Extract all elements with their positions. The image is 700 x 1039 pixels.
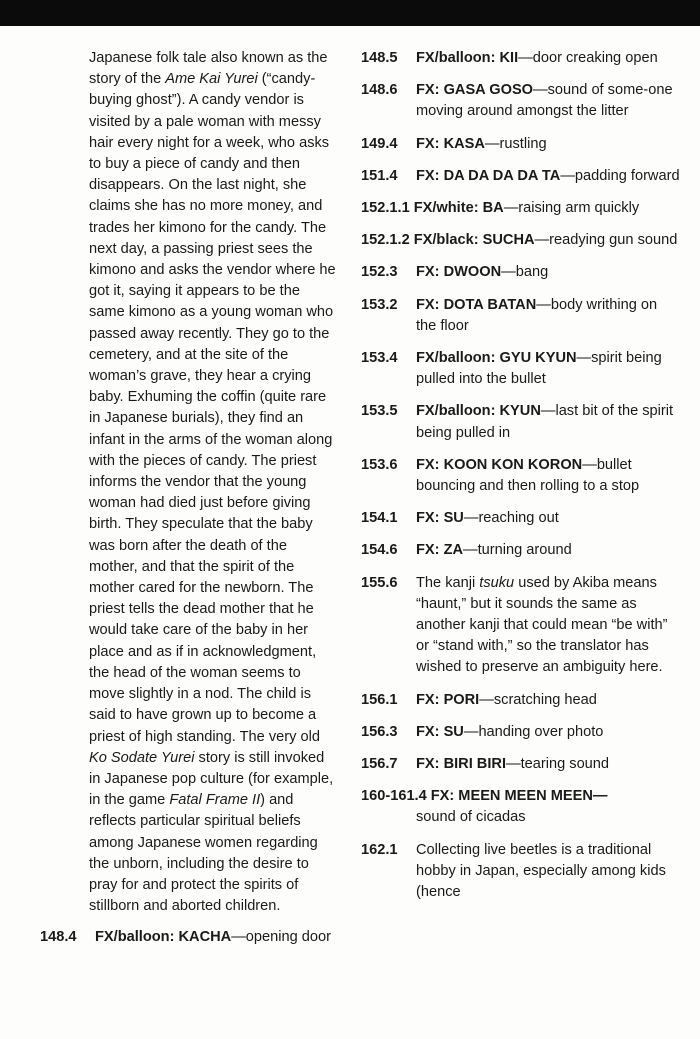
entry-ref: 148.4	[40, 929, 77, 946]
fx-entry	[361, 401, 681, 443]
entry-ref: 156.7	[361, 756, 398, 773]
entry-fx: FX: PORI	[416, 691, 480, 708]
entry-fx: FX/black: SUCHA	[413, 232, 535, 249]
entry-fx: FX: DOTA BATAN	[416, 296, 537, 313]
left-column	[40, 48, 340, 949]
fx-entry-148-4	[40, 927, 340, 948]
entry-ref: 156.3	[361, 723, 398, 740]
entry-body	[416, 295, 681, 337]
entry-ref: 153.4	[361, 350, 398, 367]
fx-entry	[361, 722, 681, 743]
fx-entry	[361, 508, 681, 529]
entry-ref: 154.6	[361, 542, 398, 559]
entry-text: —bullet bouncing and then rolling to a stop	[416, 456, 640, 495]
entry-text: used by Akiba means “haunt,” but it sounds the same as another kanji that could mean “be with” or “stand with,” so the translator has wished to preserve an ambiguity here.	[416, 574, 668, 676]
fx-entry	[361, 455, 681, 497]
top-dark-band	[0, 0, 700, 26]
italic-title: Ame Kai Yurei	[165, 71, 258, 88]
entry-body	[416, 401, 681, 443]
entry-body	[416, 348, 681, 390]
entry-text: —turning around	[463, 542, 572, 559]
entry-fx: FX: DA DA DA DA TA	[416, 167, 561, 184]
entry-text: The kanji	[416, 574, 480, 591]
entry-fx: FX: GASA GOSO	[416, 82, 534, 99]
entry-fx: FX: DWOON	[416, 264, 502, 281]
entry-ref: 162.1	[361, 841, 398, 858]
entry-text: —reaching out	[463, 510, 559, 527]
fx-entry	[361, 540, 681, 561]
entry-body	[416, 262, 681, 283]
entry-text: —handing over photo	[463, 723, 604, 740]
folk-tale-paragraph	[89, 48, 337, 917]
entry-ref: 152.3	[361, 264, 398, 281]
entry-body	[416, 690, 681, 711]
entry-body	[414, 230, 681, 251]
entry-body	[414, 198, 681, 219]
entry-ref: 152.1.1	[361, 200, 410, 217]
entry-body	[416, 48, 681, 69]
entry-body	[416, 754, 681, 775]
paragraph-text: story is still invoked in Japanese pop culture (for example, in the game	[89, 749, 334, 809]
entry-text: —padding forward	[560, 167, 680, 184]
entry-fx: FX: KOON KON KORON	[416, 456, 583, 473]
paragraph-text: (“candy-buying ghost”). A candy vendor is visited by a pale woman with messy hair every night for a week, who asks to buy a piece of candy and then disappears. On the last night, she claims she has no more money, and trades her kimono for the candy. The next day, a passing priest sees the kimono and asks the vendor where he got it, saying it appears to be the same kimono as a young woman who passed away recently. They go to the cemetery, and at the site of the woman’s grave, they hear a crying baby. Exhuming the coffin (quite rare in Japanese burials), they find an infant in the arms of the woman along with the pieces of candy. The priest informs the vendor that the young woman had died just before giving birth. They speculate that the baby was born after the death of the mother, and that the spirit of the mother cared for the newborn. The priest tells the dead mother that he would take care of the baby in her place and as if in acknowledgment, the head of the woman seems to move slightly in a nod. The child is said to have grown up to become a priest of high standing. The very old	[89, 71, 336, 745]
fx-entry	[361, 48, 681, 69]
entry-body	[416, 166, 681, 187]
entry-text: —sound of some-one moving around amongst the litter	[416, 82, 673, 120]
italic-title: Fatal Frame II	[169, 792, 261, 809]
fx-entry	[361, 840, 681, 904]
entry-fx: FX/balloon: GYU KYUN	[416, 350, 577, 367]
entry-ref: 160-161.4	[361, 788, 427, 805]
entry-ref: 153.5	[361, 403, 398, 420]
entry-ref: 149.4	[361, 135, 398, 152]
fx-entry	[361, 754, 681, 775]
entry-body	[416, 722, 681, 743]
entry-text: —scratching head	[479, 691, 597, 708]
entry-text: —last bit of the spirit being pulled in	[416, 403, 674, 441]
entry-body	[416, 134, 681, 155]
entry-fx: FX: ZA	[416, 542, 464, 559]
entry-ref: 151.4	[361, 167, 398, 184]
entry-ref: 155.6	[361, 574, 398, 591]
entry-ref: 148.6	[361, 82, 398, 99]
fx-entry	[361, 786, 681, 828]
italic-title: Ko Sodate Yurei	[89, 749, 195, 766]
entry-fx: FX: BIRI BIRI	[416, 756, 506, 773]
fx-entry	[361, 690, 681, 711]
entry-text: —tearing sound	[506, 756, 610, 773]
entry-ref: 153.2	[361, 296, 398, 313]
entry-text: —bang	[501, 264, 549, 281]
entry-body	[95, 927, 340, 948]
fx-entry	[361, 573, 681, 679]
paragraph-text: Japanese folk tale also known as the story of the	[89, 50, 328, 88]
fx-entry	[361, 230, 681, 251]
entry-text: —rustling	[484, 135, 547, 152]
entry-text: —opening door	[231, 929, 332, 946]
entry-body	[416, 80, 681, 122]
entry-text: —readying gun sound	[534, 232, 678, 249]
entry-text: —raising arm quickly	[503, 200, 640, 217]
entry-fx: FX: MEEN MEEN MEEN—	[430, 788, 608, 805]
entry-fx: FX/balloon: KYUN	[416, 403, 541, 420]
fx-entry	[361, 262, 681, 283]
fx-entry	[361, 295, 681, 337]
entry-text: —body writhing on the floor	[416, 296, 658, 334]
entry-ref: 148.5	[361, 50, 398, 66]
italic-term: tsuku	[479, 574, 515, 591]
entry-body	[416, 455, 681, 497]
entry-body	[416, 540, 681, 561]
fx-entry	[361, 134, 681, 155]
entry-ref: 156.1	[361, 691, 398, 708]
fx-entry	[361, 198, 681, 219]
entry-fx: FX/white: BA	[413, 200, 504, 217]
entry-fx: FX: KASA	[416, 135, 485, 152]
fx-entry	[361, 166, 681, 187]
entry-ref: 152.1.2	[361, 232, 410, 249]
entry-fx: FX/balloon: KII	[416, 50, 519, 66]
entry-body	[416, 508, 681, 529]
entry-fx: FX/balloon: KACHA	[95, 929, 232, 946]
right-column	[361, 48, 681, 903]
entry-ref: 153.6	[361, 456, 398, 473]
entry-text: sound of cicadas	[416, 809, 526, 826]
fx-entry	[361, 348, 681, 390]
entry-body: Collecting live beetles is a traditional hobby in Japan, especially among kids (hence	[416, 841, 666, 901]
fx-entry	[361, 80, 681, 122]
entry-text: —door creaking open	[518, 50, 658, 66]
paragraph-text: ) and reflects particular spiritual beliefs among Japanese women regarding the unborn, including the desire to pray for and protect the spirits of stillborn and aborted children.	[89, 792, 318, 915]
entry-ref: 154.1	[361, 510, 398, 527]
entry-body	[416, 573, 681, 679]
entry-text: —spirit being pulled into the bullet	[416, 350, 662, 388]
entry-fx: FX: SU	[416, 510, 464, 527]
entry-fx: FX: SU	[416, 723, 464, 740]
